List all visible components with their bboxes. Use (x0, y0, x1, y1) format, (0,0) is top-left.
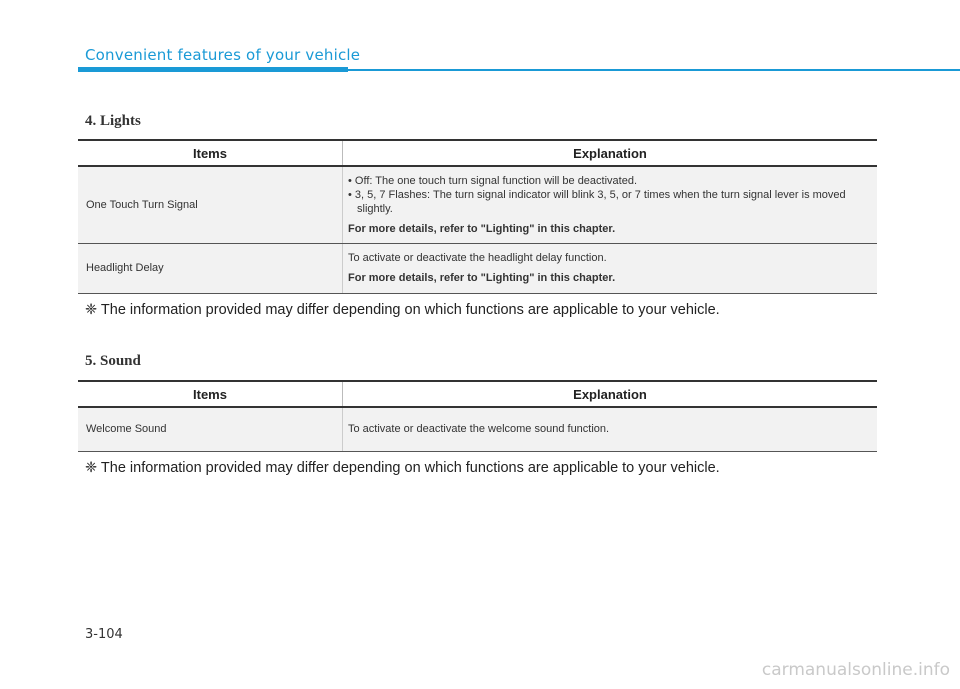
column-header-explanation: Explanation (343, 140, 878, 166)
item-cell: One Touch Turn Signal (78, 166, 343, 243)
column-header-explanation: Explanation (343, 381, 878, 407)
sound-table (78, 380, 877, 452)
reference-note: For more details, refer to "Lighting" in this chapter. (348, 222, 616, 235)
section-header-title: Convenient features of your vehicle (85, 46, 361, 64)
item-cell: Headlight Delay (78, 243, 343, 293)
page-number: 3-104 (85, 627, 123, 642)
explanation-cell (343, 166, 878, 243)
reference-note: For more details, refer to "Lighting" in this chapter. (348, 272, 616, 284)
item-cell: Welcome Sound (78, 407, 343, 451)
table-row (78, 166, 877, 243)
lights-table (78, 139, 877, 294)
sound-footnote: ❈ The information provided may differ depending on which functions are applicable to your vehicle. (85, 460, 720, 476)
bullet-text: • Off: The one touch turn signal function will be deactivated. (348, 174, 638, 187)
explanation-text: To activate or deactivate the welcome sound function. (348, 423, 610, 436)
explanation-cell (343, 407, 878, 451)
watermark-text: carmanualsonline.info (761, 660, 950, 680)
column-header-items: Items (78, 140, 343, 166)
lights-section-title: 4. Lights (85, 113, 141, 129)
header-accent-bar (78, 67, 348, 72)
header-rule (348, 69, 960, 71)
explanation-text: To activate or deactivate the headlight delay function. (348, 252, 607, 264)
column-header-items: Items (78, 381, 343, 407)
explanation-cell (343, 243, 878, 293)
table-row (78, 243, 877, 293)
bullet-text: • 3, 5, 7 Flashes: The turn signal indicator will blink 3, 5, or 7 times when the turn signal lever is moved slightly. (348, 188, 846, 215)
sound-section-title: 5. Sound (85, 353, 141, 369)
table-header-row (78, 381, 877, 407)
table-row (78, 407, 877, 451)
lights-footnote: ❈ The information provided may differ depending on which functions are applicable to your vehicle. (85, 302, 720, 318)
table-header-row (78, 140, 877, 166)
